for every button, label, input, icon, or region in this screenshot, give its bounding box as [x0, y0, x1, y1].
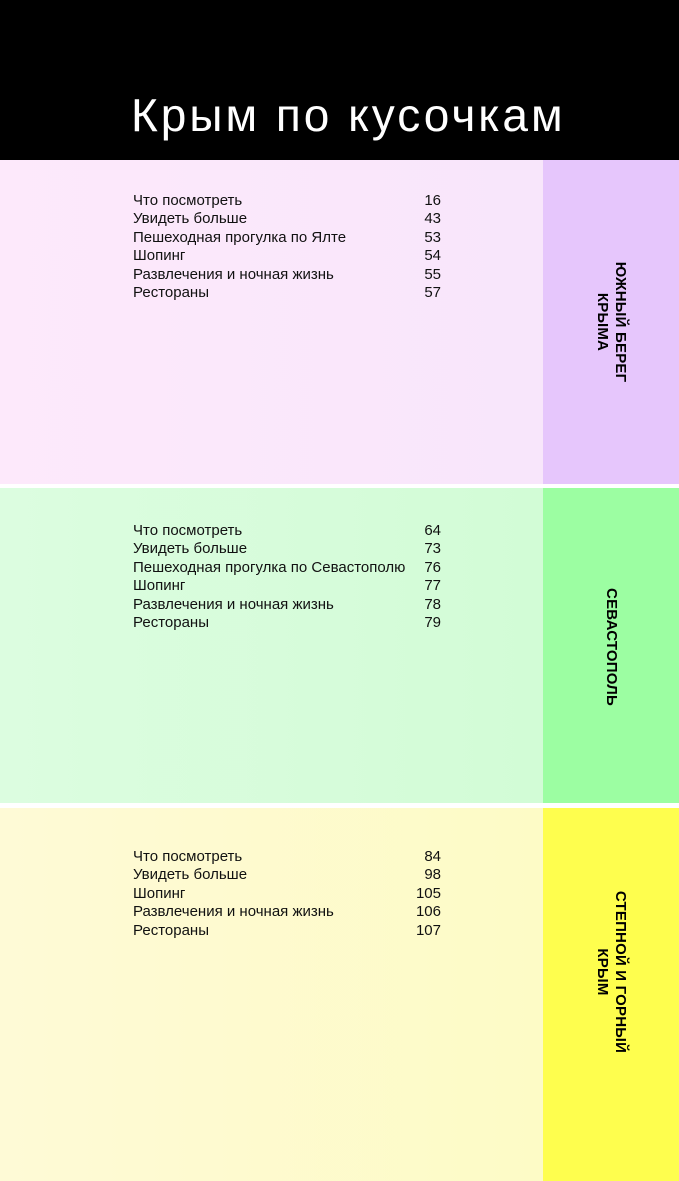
toc-entry[interactable] — [133, 192, 441, 210]
toc-entry-label: Что посмотреть — [133, 192, 243, 209]
toc-entry[interactable] — [133, 903, 441, 921]
toc-entry[interactable] — [133, 540, 441, 558]
section-tab[interactable] — [543, 160, 679, 484]
toc-entry-page: 55 — [424, 265, 441, 283]
toc-list — [133, 848, 441, 940]
toc-entry-page: 54 — [424, 247, 441, 265]
toc-entry-page: 16 — [424, 192, 441, 209]
section-south-coast — [0, 160, 679, 484]
header-bar — [0, 0, 679, 160]
section-tab-label: СЕВАСТОПОЛЬ — [603, 588, 620, 706]
section-steppe-mountain — [0, 808, 679, 1181]
toc-entry-label: Увидеть больше — [133, 866, 248, 884]
toc-entry-page: 53 — [424, 228, 441, 246]
toc-entry-page: 76 — [424, 558, 441, 576]
toc-entry-label: Увидеть больше — [133, 540, 248, 558]
toc-entry[interactable] — [133, 596, 441, 614]
toc-entry-label: Рестораны — [133, 613, 209, 631]
toc-entry-page: 98 — [424, 866, 441, 884]
section-tab-label: ЮЖНЫЙ БЕРЕГ КРЫМА — [594, 261, 629, 383]
toc-entry[interactable] — [133, 210, 441, 228]
toc-entry-label: Развлечения и ночная жизнь — [133, 265, 334, 283]
toc-entry[interactable] — [133, 848, 441, 866]
section-sevastopol — [0, 488, 679, 803]
toc-entry-page: 57 — [424, 283, 441, 301]
section-content — [0, 488, 543, 803]
toc-entry-label: Увидеть больше — [133, 210, 248, 228]
toc-entry-page: 84 — [424, 848, 441, 865]
toc-entry-label: Рестораны — [133, 921, 209, 939]
toc-entry[interactable] — [133, 266, 441, 284]
toc-entry-label: Шопинг — [133, 577, 186, 595]
toc-entry-page: 107 — [415, 921, 441, 939]
toc-entry-page: 43 — [424, 210, 441, 228]
toc-entry[interactable] — [133, 577, 441, 595]
toc-entry-label: Что посмотреть — [133, 522, 243, 539]
toc-entry[interactable] — [133, 247, 441, 265]
toc-entry-label: Шопинг — [133, 247, 186, 265]
toc-entry-label: Шопинг — [133, 884, 186, 902]
toc-entry-page: 79 — [424, 613, 441, 631]
toc-list — [133, 192, 441, 302]
toc-entry-label: Пешеходная прогулка по Севастополю — [133, 558, 406, 576]
toc-entry-page: 64 — [424, 522, 441, 539]
toc-entry[interactable] — [133, 922, 441, 940]
toc-entry-page: 105 — [415, 884, 441, 902]
section-content — [0, 808, 543, 1181]
toc-entry-label: Развлечения и ночная жизнь — [133, 595, 334, 613]
toc-entry-page: 73 — [424, 540, 441, 558]
toc-entry-label: Рестораны — [133, 283, 209, 301]
page-title: Крым по кусочкам — [131, 89, 566, 141]
toc-entry-page: 78 — [424, 595, 441, 613]
toc-entry[interactable] — [133, 866, 441, 884]
section-content — [0, 160, 543, 484]
section-tab[interactable] — [543, 808, 679, 1181]
toc-entry-label: Что посмотреть — [133, 848, 243, 865]
toc-entry[interactable] — [133, 522, 441, 540]
toc-entry-page: 106 — [415, 903, 441, 921]
toc-entry[interactable] — [133, 284, 441, 302]
section-tab[interactable] — [543, 488, 679, 803]
toc-entry[interactable] — [133, 614, 441, 632]
toc-entry-label: Развлечения и ночная жизнь — [133, 903, 334, 921]
section-tab-label: СТЕПНОЙ И ГОРНЫЙ КРЫМ — [594, 890, 629, 1054]
toc-entry[interactable] — [133, 559, 441, 577]
toc-entry[interactable] — [133, 885, 441, 903]
toc-entry-page: 77 — [424, 577, 441, 595]
toc-entry-label: Пешеходная прогулка по Ялте — [133, 228, 347, 246]
toc-entry[interactable] — [133, 229, 441, 247]
toc-list — [133, 522, 441, 632]
